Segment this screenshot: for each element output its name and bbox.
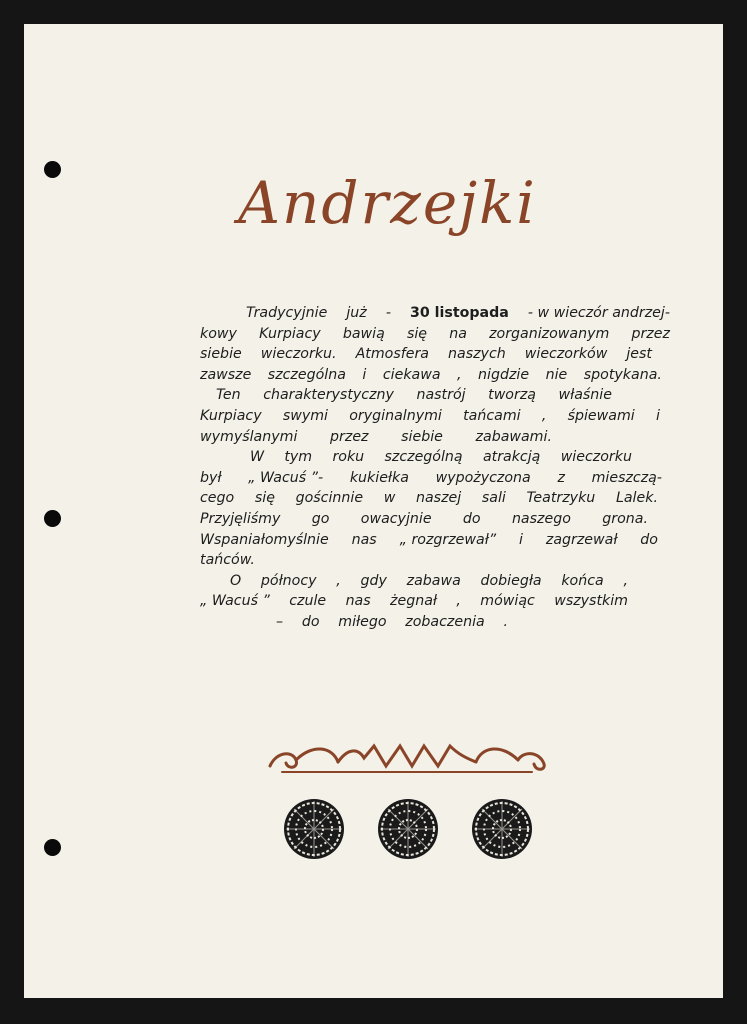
paper-sheet — [24, 24, 723, 998]
word: zagrzewał — [545, 531, 618, 548]
word: gdy — [360, 572, 387, 589]
word: zawsze — [200, 366, 252, 383]
word: naszego — [511, 510, 571, 527]
word: czule — [289, 593, 327, 610]
word: , — [336, 572, 341, 589]
word: , — [457, 366, 462, 383]
word: spotykana. — [583, 366, 662, 383]
text-line — [200, 427, 552, 448]
word: Teatrzyku — [526, 490, 596, 507]
word: zobaczenia — [405, 613, 485, 630]
word: naszych — [448, 346, 506, 363]
word: - w wieczór andrzej- — [527, 305, 670, 321]
word: już — [346, 305, 367, 321]
word: tym — [284, 449, 313, 466]
word: kowy — [200, 325, 237, 342]
text-line — [200, 530, 658, 551]
text-line — [200, 365, 662, 386]
word: W — [250, 449, 265, 466]
body-text — [200, 303, 670, 633]
medallion-icon — [282, 797, 346, 861]
text-line — [200, 406, 660, 427]
word: nastrój — [416, 387, 466, 404]
word: , — [456, 593, 461, 610]
word: dobiegła — [480, 572, 542, 589]
word: i — [362, 366, 367, 383]
medallion-icon — [470, 797, 534, 861]
word: wieczorku. — [260, 346, 337, 363]
text-line — [200, 612, 508, 633]
word: wypożyczona — [435, 469, 531, 486]
word: mieszczą- — [591, 469, 662, 486]
word: miłego — [338, 613, 387, 630]
word: szczególną — [384, 449, 463, 466]
word: owacyjnie — [360, 510, 432, 527]
word: Ten — [216, 387, 241, 404]
word: , — [623, 572, 628, 589]
word: siebie — [200, 346, 242, 363]
word: wszystkim — [554, 593, 628, 610]
word: Kurpiacy — [200, 407, 262, 424]
text-line — [200, 509, 648, 530]
word: nas — [351, 531, 377, 548]
word: śpiewami — [567, 407, 635, 424]
word: żegnał — [390, 593, 437, 610]
punch-hole — [44, 839, 61, 856]
word: mówiąc — [480, 593, 535, 610]
word: . — [503, 613, 508, 630]
scroll-ornament-icon — [262, 732, 552, 782]
word: – — [276, 613, 284, 630]
word: Przyjęliśmy — [200, 510, 281, 527]
word: charakterystyczny — [263, 387, 394, 404]
word: „ Wacuś ”- — [248, 469, 324, 486]
punch-hole — [44, 510, 61, 527]
word: nigdzie — [478, 366, 530, 383]
text-line — [200, 571, 628, 592]
word: oryginalnymi — [349, 407, 442, 424]
word: wieczorku — [560, 449, 632, 466]
word: do — [301, 613, 320, 630]
word: i — [519, 531, 523, 548]
word: ciekawa — [382, 366, 441, 383]
word: „ rozgrzewał” — [399, 531, 497, 548]
page-title: Andrzejki — [238, 169, 537, 237]
word: przez — [330, 428, 369, 445]
word: zabawami. — [475, 428, 552, 445]
word: tańcami — [463, 407, 521, 424]
word: - — [385, 305, 391, 321]
word: Wspaniałomyślnie — [200, 531, 329, 548]
word: z — [557, 469, 565, 486]
word: do — [462, 510, 481, 527]
word: „ Wacuś ” — [200, 593, 270, 610]
word: tańców. — [200, 552, 255, 569]
text-line — [200, 447, 632, 468]
text-line — [200, 468, 662, 489]
word: Lalek. — [615, 490, 658, 507]
word: wymyślanymi — [200, 428, 298, 445]
bold-date: 30 listopada — [410, 305, 509, 321]
word: nas — [345, 593, 371, 610]
word: atrakcją — [482, 449, 541, 466]
word: się — [254, 490, 275, 507]
word: przez — [631, 325, 670, 342]
text-line — [200, 591, 628, 612]
word: zabawa — [406, 572, 461, 589]
text-line — [200, 303, 670, 324]
word: sali — [481, 490, 506, 507]
word: się — [406, 325, 428, 342]
text-line — [200, 385, 612, 406]
word: na — [449, 325, 467, 342]
word: cego — [200, 490, 235, 507]
word: właśnie — [558, 387, 612, 404]
word: naszej — [416, 490, 462, 507]
word: był — [200, 469, 222, 486]
word: Kurpiacy — [259, 325, 321, 342]
word: O — [230, 572, 242, 589]
word: bawią — [342, 325, 385, 342]
word: Tradycyjnie — [246, 305, 328, 321]
word: siebie — [401, 428, 443, 445]
text-line — [200, 324, 670, 345]
word: szczególna — [267, 366, 346, 383]
word: nie — [545, 366, 568, 383]
word: Atmosfera — [355, 346, 429, 363]
word: do — [640, 531, 658, 548]
word: , — [541, 407, 547, 424]
word: zorganizowanym — [489, 325, 610, 342]
word: końca — [561, 572, 604, 589]
word: gościnnie — [295, 490, 364, 507]
word: tworzą — [488, 387, 536, 404]
word: jest — [626, 346, 652, 363]
text-line — [200, 488, 658, 509]
word: północy — [260, 572, 317, 589]
medallion-icon — [376, 797, 440, 861]
word: kukiełka — [349, 469, 409, 486]
word: i — [655, 407, 660, 424]
word: swymi — [282, 407, 328, 424]
word: grona. — [602, 510, 648, 527]
word: w — [383, 490, 396, 507]
text-line — [200, 550, 670, 571]
word: go — [311, 510, 330, 527]
text-line — [200, 344, 652, 365]
word: wieczorków — [524, 346, 608, 363]
word: roku — [332, 449, 365, 466]
